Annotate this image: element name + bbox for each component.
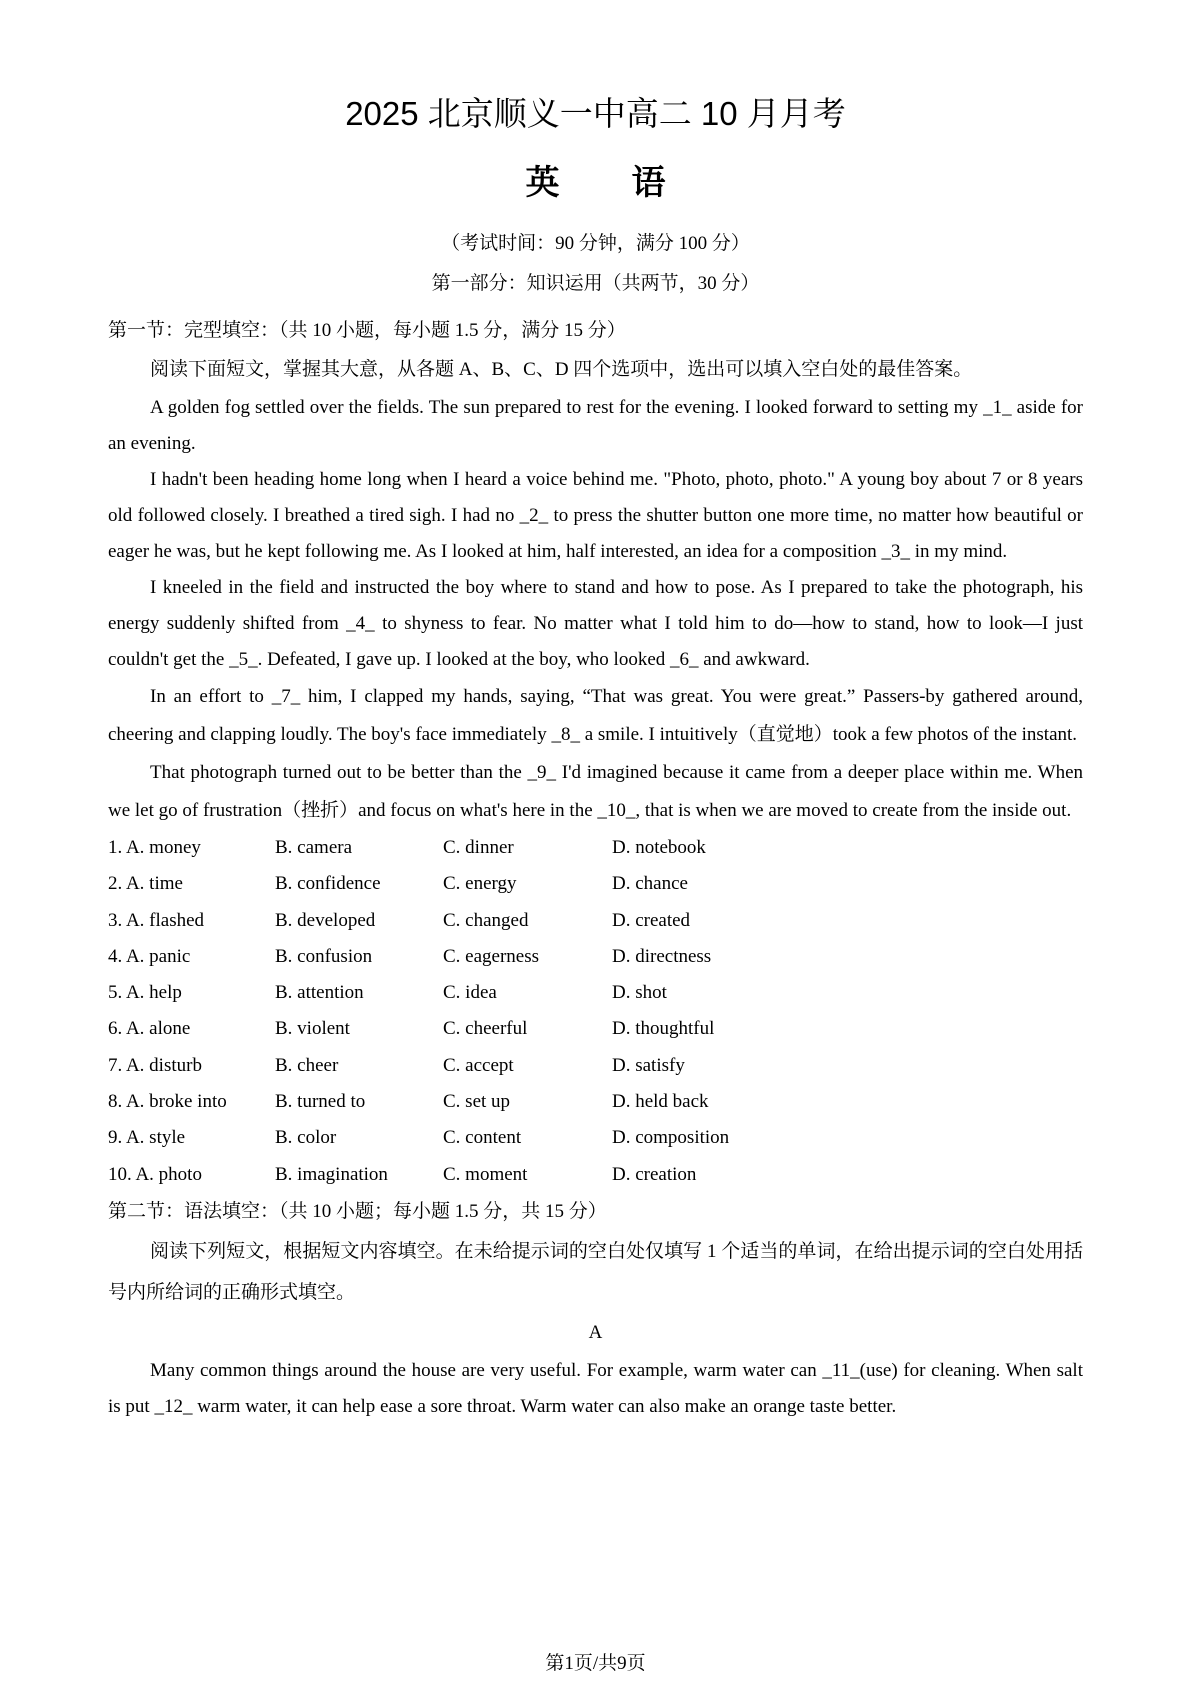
option-row	[108, 866, 1083, 902]
option-row	[108, 939, 1083, 975]
grammar-paragraph: Many common things around the house are very useful. For example, warm water can _11_(use) for cleaning. When salt is put _12_ warm water, it can help ease a sore throat. Warm water can also make an orange taste better.	[108, 1359, 1083, 1417]
option-b: B. camera	[275, 837, 353, 858]
cloze-paragraph: I kneeled in the field and instructed the boy where to stand and how to pose. As I prepared to take the photograph, his energy suddenly shifted from _4_ to shyness to fear. No matter what I told him to do—how to stand, how to look—I just couldn't get the _5_. Defeated, I gave up. I looked at the boy, who looked _6_ and awkward.	[108, 577, 1083, 670]
option-c: C. accept	[443, 1054, 514, 1076]
option-b: B. confusion	[275, 945, 373, 967]
passage-label: A	[588, 1321, 603, 1343]
option-d: D. composition	[612, 1127, 730, 1149]
option-d: D. thoughtful	[612, 1018, 715, 1040]
option-row	[108, 1011, 1083, 1047]
section2-heading: 第二节：语法填空：（共 10 小题；每小题 1.5 分，共 15 分）	[108, 1200, 607, 1222]
page-indicator: 第1页/共9页	[545, 1653, 646, 1674]
option-c: C. cheerful	[443, 1018, 528, 1040]
option-row	[108, 1084, 1083, 1120]
option-d: D. directness	[612, 945, 712, 967]
option-a: 6. A. alone	[108, 1018, 191, 1040]
option-row	[108, 975, 1083, 1011]
section1-instruction: 阅读下面短文，掌握其大意，从各题 A、B、C、D 四个选项中，选出可以填入空白处的最佳答案。	[150, 359, 973, 380]
option-a: 4. A. panic	[108, 945, 191, 967]
option-d: D. shot	[612, 982, 667, 1004]
option-a: 2. A. time	[108, 873, 183, 895]
subject-char-2: 语	[631, 164, 666, 202]
option-d: D. satisfy	[612, 1054, 685, 1076]
exam-info: （考试时间：90 分钟，满分 100 分）	[441, 233, 750, 254]
option-a: 8. A. broke into	[108, 1091, 227, 1113]
option-a: 10. A. photo	[108, 1163, 202, 1185]
option-row	[108, 903, 1083, 939]
section2-instruction: 阅读下列短文，根据短文内容填空。在未给提示词的空白处仅填写 1 个适当的单词，在给出提示词的空白处用括号内所给词的正确形式填空。	[108, 1240, 1083, 1303]
option-a: 5. A. help	[108, 982, 182, 1004]
option-b: B. violent	[275, 1018, 350, 1040]
option-c: C. changed	[443, 909, 529, 931]
option-row	[108, 1048, 1083, 1084]
subject-char-1: 英	[525, 164, 560, 202]
option-row	[108, 1157, 1083, 1193]
option-row	[108, 1120, 1083, 1156]
option-d: D. held back	[612, 1091, 709, 1113]
cloze-paragraph: A golden fog settled over the fields. The sun prepared to rest for the evening. I looked forward to setting my _1_ aside for an evening.	[108, 397, 1083, 454]
option-b: B. turned to	[275, 1091, 366, 1113]
option-c: C. set up	[443, 1091, 511, 1113]
option-c: C. dinner	[443, 837, 514, 858]
option-d: D. notebook	[612, 837, 706, 858]
option-a: 7. A. disturb	[108, 1054, 202, 1076]
option-b: B. developed	[275, 909, 376, 931]
option-d: D. created	[612, 909, 691, 931]
exam-content	[108, 312, 1083, 1425]
option-a: 9. A. style	[108, 1127, 186, 1149]
option-d: D. creation	[612, 1163, 697, 1185]
option-c: C. idea	[443, 982, 497, 1004]
cloze-paragraph: That photograph turned out to be better than the _9_ I'd imagined because it came from a deeper place within me. When we let go of frustration（挫折）and focus on what's here in the _10_, that is when we are moved to create from the inside out.	[108, 762, 1083, 821]
option-row	[108, 830, 1083, 866]
option-b: B. confidence	[275, 873, 381, 895]
section1-heading: 第一节：完型填空：（共 10 小题，每小题 1.5 分，满分 15 分）	[108, 320, 626, 341]
option-c: C. moment	[443, 1163, 528, 1185]
option-a: 1. A. money	[108, 837, 201, 858]
subject-title	[0, 160, 1191, 206]
exam-title: 2025 北京顺义一中高二 10 月月考	[345, 95, 846, 132]
part-title: 第一部分：知识运用（共两节，30 分）	[431, 273, 760, 294]
option-a: 3. A. flashed	[108, 909, 205, 931]
option-c: C. eagerness	[443, 945, 540, 967]
option-c: C. energy	[443, 873, 517, 895]
option-c: C. content	[443, 1127, 522, 1149]
option-b: B. cheer	[275, 1054, 339, 1076]
options-list	[108, 830, 1083, 1193]
option-d: D. chance	[612, 873, 688, 895]
cloze-paragraph: In an effort to _7_ him, I clapped my hands, saying, “That was great. You were great.” Passers-by gathered around, cheering and clapping loudly. The boy's face immediately _8_ a smile. I intuitively（直觉地）took a few photos of the instant.	[108, 686, 1083, 745]
option-b: B. color	[275, 1127, 337, 1149]
cloze-paragraph: I hadn't been heading home long when I heard a voice behind me. "Photo, photo, photo." A young boy about 7 or 8 years old followed closely. I breathed a tired sigh. I had no _2_ to press the shutter button one more time, no matter how beautiful or eager he was, but he kept following me. As I looked at him, half interested, an idea for a composition _3_ in my mind.	[108, 469, 1083, 562]
option-b: B. imagination	[275, 1163, 388, 1185]
option-b: B. attention	[275, 982, 364, 1004]
